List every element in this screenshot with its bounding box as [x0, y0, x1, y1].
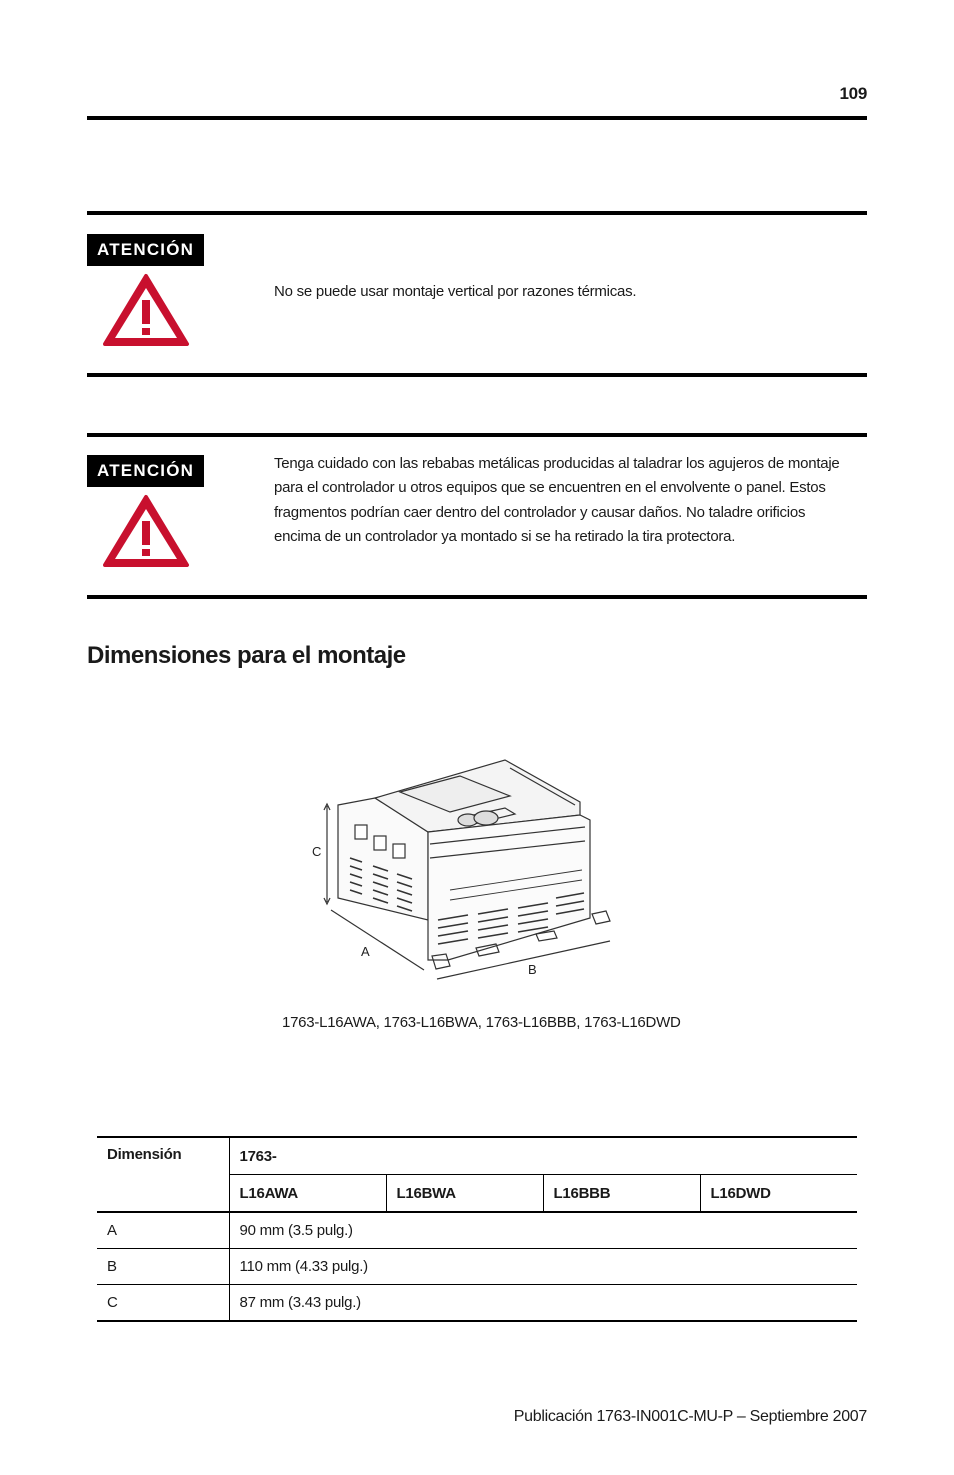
notice-1-bottom-rule — [87, 373, 867, 377]
warning-triangle-icon — [102, 272, 190, 348]
diagram-label-c: C — [312, 844, 322, 859]
top-rule — [87, 116, 867, 120]
row-value: 87 mm (3.43 pulg.) — [229, 1285, 857, 1322]
header-group: 1763- — [229, 1137, 857, 1175]
diagram-label-a: A — [361, 944, 370, 959]
diagram-label-b: B — [528, 962, 537, 977]
notice-2-top-rule — [87, 433, 867, 437]
header-model: L16BBB — [543, 1175, 700, 1213]
row-dimension: B — [97, 1249, 229, 1285]
table-row — [97, 1249, 857, 1285]
dimensions-table — [97, 1136, 857, 1322]
controller-diagram — [300, 750, 620, 990]
row-dimension: C — [97, 1285, 229, 1322]
diagram-caption: 1763-L16AWA, 1763-L16BWA, 1763-L16BBB, 1763-L16DWD — [282, 1014, 681, 1031]
warning-triangle-icon — [102, 493, 190, 569]
table-row — [97, 1285, 857, 1322]
header-model: L16DWD — [700, 1175, 857, 1213]
section-heading: Dimensiones para el montaje — [87, 642, 406, 669]
header-model: L16BWA — [386, 1175, 543, 1213]
dimension-a-line — [331, 910, 424, 970]
notice-2-badge: ATENCIÓN — [87, 455, 204, 487]
header-dimension: Dimensión — [97, 1137, 229, 1212]
table-header-row — [97, 1137, 857, 1175]
page-number: 109 — [839, 84, 867, 103]
row-dimension: A — [97, 1212, 229, 1249]
notice-2-text: Tenga cuidado con las rebabas metálicas producidas al taladrar los agujeros de montaje para el controlador u otros equipos que se encuentren en el envolvente o panel. Estos fragmentos podrían caer dentro del controlador y causar daños. No taladre orificios encima de un controlador ya montado si se ha retirado la tira protectora. — [274, 455, 840, 545]
notice-1-text: No se puede usar montaje vertical por razones térmicas. — [274, 283, 637, 300]
notice-1-badge: ATENCIÓN — [87, 234, 204, 266]
row-value: 90 mm (3.5 pulg.) — [229, 1212, 857, 1249]
notice-1-top-rule — [87, 211, 867, 215]
notice-1 — [87, 234, 867, 364]
table-row — [97, 1212, 857, 1249]
row-value: 110 mm (4.33 pulg.) — [229, 1249, 857, 1285]
notice-2 — [87, 455, 867, 585]
notice-2-bottom-rule — [87, 595, 867, 599]
publication-footer: Publicación 1763-IN001C-MU-P – Septiembre 2007 — [513, 1408, 867, 1425]
header-model: L16AWA — [229, 1175, 386, 1213]
